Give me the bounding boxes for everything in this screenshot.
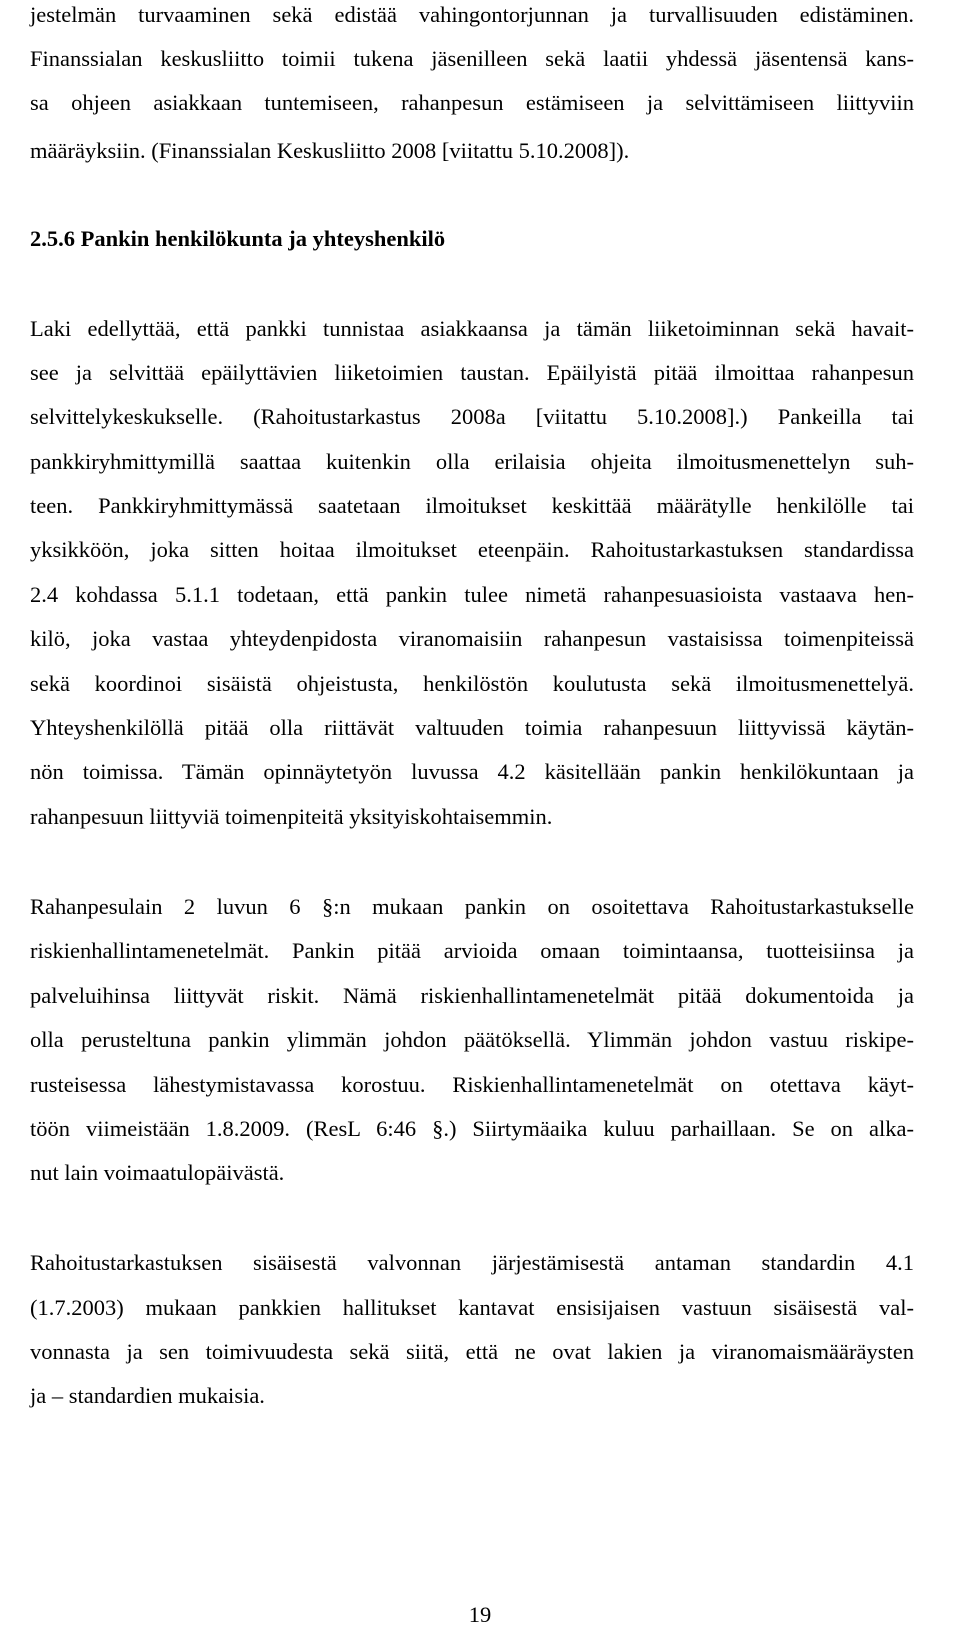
paragraph-line: olla perusteltuna pankin ylimmän johdon päätöksellä. Ylimmän johdon vastuu riskipe- (30, 1027, 914, 1052)
paragraph-line: Rahoitustarkastuksen sisäisestä valvonnan järjestämisestä antaman standardin 4.1 (30, 1250, 914, 1275)
paragraph-line: ja – standardien mukaisia. (30, 1383, 265, 1408)
paragraph-line: rusteisessa lähestymistavassa korostuu. Riskienhallintamenetelmät on otettava käyt- (30, 1072, 914, 1097)
page-number: 19 (468, 1602, 492, 1627)
paragraph-line: jestelmän turvaaminen sekä edistää vahingontorjunnan ja turvallisuuden edistäminen. (30, 2, 914, 27)
paragraph-line: kilö, joka vastaa yhteydenpidosta viranomaisiin rahanpesun vastaisissa toimenpiteissä (30, 626, 914, 651)
paragraph-line: Laki edellyttää, että pankki tunnistaa asiakkaansa ja tämän liiketoiminnan sekä havait- (30, 316, 914, 341)
paragraph-line: määräyksiin. (Finanssialan Keskusliitto 2008 [viitattu 5.10.2008]). (30, 138, 630, 163)
paragraph-line: Yhteyshenkilöllä pitää olla riittävät valtuuden toimia rahanpesuun liittyvissä käytän- (30, 715, 914, 740)
paragraph-line: (1.7.2003) mukaan pankkien hallitukset kantavat ensisijaisen vastuun sisäisestä val- (30, 1295, 914, 1320)
paragraph-line: riskienhallintamenetelmät. Pankin pitää arvioida omaan toimintaansa, tuotteisiinsa ja (30, 938, 914, 963)
paragraph-line: see ja selvittää epäilyttävien liiketoimien taustan. Epäilyistä pitää ilmoittaa rahanpesun (30, 360, 914, 385)
paragraph-line: töön viimeistään 1.8.2009. (ResL 6:46 §.) Siirtymäaika kuluu parhaillaan. Se on alka- (30, 1116, 914, 1141)
paragraph-line: rahanpesuun liittyviä toimenpiteitä yksityiskohtaisemmin. (30, 804, 553, 829)
paragraph-line: Rahanpesulain 2 luvun 6 §:n mukaan pankin on osoitettava Rahoitustarkastukselle (30, 894, 914, 919)
paragraph-line: yksikköön, joka sitten hoitaa ilmoitukset eteenpäin. Rahoitustarkastuksen standardissa (30, 537, 914, 562)
paragraph-line: vonnasta ja sen toimivuudesta sekä siitä, että ne ovat lakien ja viranomaismääräysten (30, 1339, 914, 1364)
paragraph-line: Finanssialan keskusliitto toimii tukena jäsenilleen sekä laatii yhdessä jäsentensä kans- (30, 46, 914, 71)
paragraph-line: teen. Pankkiryhmittymässä saatetaan ilmoitukset keskittää määrätylle henkilölle tai (30, 493, 914, 518)
paragraph-line: selvittelykeskukselle. (Rahoitustarkastus 2008a [viitattu 5.10.2008].) Pankeilla tai (30, 404, 914, 429)
paragraph-line: pankkiryhmittymillä saattaa kuitenkin olla erilaisia ohjeita ilmoitusmenettelyn suh- (30, 449, 914, 474)
paragraph-line: nut lain voimaatulopäivästä. (30, 1160, 285, 1185)
paragraph-line: palveluihinsa liittyvät riskit. Nämä riskienhallintamenetelmät pitää dokumentoida ja (30, 983, 914, 1008)
paragraph-line: sa ohjeen asiakkaan tuntemiseen, rahanpesun estämiseen ja selvittämiseen liittyviin (30, 90, 914, 115)
section-heading: 2.5.6 Pankin henkilökunta ja yhteyshenkilö (30, 226, 446, 251)
paragraph-line: sekä koordinoi sisäistä ohjeistusta, henkilöstön koulutusta sekä ilmoitusmenettelyä. (30, 671, 914, 696)
paragraph-line: nön toimissa. Tämän opinnäytetyön luvussa 4.2 käsitellään pankin henkilökuntaan ja (30, 759, 914, 784)
paragraph-line: 2.4 kohdassa 5.1.1 todetaan, että pankin tulee nimetä rahanpesuasioista vastaava hen- (30, 582, 914, 607)
